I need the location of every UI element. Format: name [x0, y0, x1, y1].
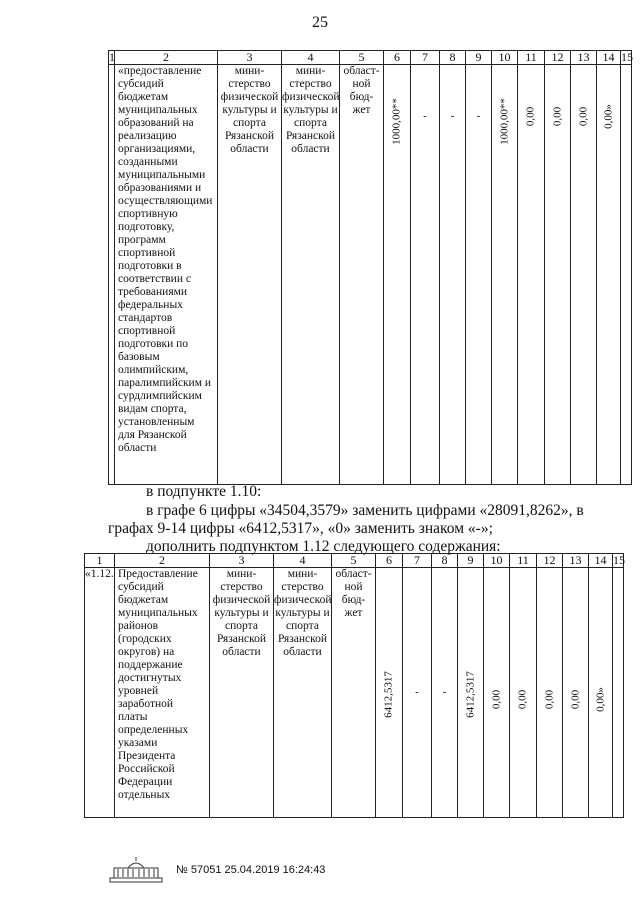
cell-col9 — [458, 568, 484, 818]
text-line: установленным — [118, 416, 195, 428]
paragraph-line: дополнить подпунктом 1.12 следующего содержания: — [146, 538, 501, 555]
coexecutor-text — [282, 65, 339, 156]
text-line: подготовки в — [118, 260, 182, 272]
cell-executor — [210, 568, 274, 818]
value-col8: - — [442, 686, 447, 698]
header-cell: 6 — [384, 51, 411, 65]
header-cell: 4 — [282, 51, 340, 65]
header-cell: 11 — [518, 51, 545, 65]
value-col7: - — [415, 686, 419, 698]
cell-col12 — [545, 65, 571, 485]
text-line: Рязанской — [224, 130, 275, 142]
document-stamp — [108, 856, 325, 884]
header-cell: 14 — [597, 51, 621, 65]
text-line: стерство — [289, 78, 332, 90]
text-line: поддержание — [118, 659, 183, 671]
text-line: мини- — [234, 65, 265, 77]
header-cell: 13 — [563, 554, 589, 568]
text-line: Российской — [118, 763, 175, 775]
text-line: Рязанской — [216, 633, 267, 645]
value-col13: 0,00 — [569, 689, 581, 710]
text-line: мини- — [295, 65, 326, 77]
text-line: област- — [335, 568, 372, 580]
header-cell: 9 — [466, 51, 492, 65]
text-line: требованиями — [118, 286, 188, 298]
cell-total — [376, 568, 403, 818]
text-line: физической — [282, 91, 340, 103]
header-cell: 12 — [545, 51, 571, 65]
text-line: для Рязанской — [118, 429, 187, 441]
text-line: Предоставление — [118, 568, 198, 580]
text-line: Президента — [118, 750, 176, 762]
text-line: культуры и — [222, 104, 277, 116]
paragraph-line: в подпункте 1.10: — [146, 483, 262, 500]
cell-total — [384, 65, 411, 485]
value-col11: 0,00 — [524, 106, 537, 127]
text-line: отдельных — [118, 789, 171, 801]
text-line: видам спорта, — [118, 403, 187, 415]
text-line: образований на — [118, 117, 194, 129]
text-line: мини- — [287, 568, 318, 580]
cell-col8 — [440, 65, 466, 485]
header-cell: 2 — [115, 554, 210, 568]
header-cell: 2 — [115, 51, 218, 65]
text-line: жет — [344, 607, 363, 619]
table-row — [85, 568, 624, 818]
header-cell: 15 — [613, 553, 625, 567]
header-cell: 7 — [403, 554, 432, 568]
cell-description — [115, 568, 210, 818]
value-col6: 6412,5317 — [382, 671, 395, 718]
header-cell: 1 — [109, 50, 115, 64]
header-cell: 13 — [571, 51, 597, 65]
header-cell: 15 — [621, 50, 633, 64]
text-line: достигнутых — [118, 672, 182, 684]
text-line: области — [283, 646, 322, 658]
executor-text — [218, 65, 281, 156]
cell-col15 — [613, 568, 624, 818]
text-line: Федерации — [118, 776, 173, 788]
cell-source — [340, 65, 384, 485]
text-line: стерство — [220, 581, 263, 593]
text-line: культуры и — [283, 104, 338, 116]
header-cell: 5 — [340, 51, 384, 65]
text-line: област- — [343, 65, 380, 77]
value-col8: - — [450, 110, 455, 122]
header-cell: 9 — [458, 554, 484, 568]
text-line: заработной — [118, 698, 174, 710]
cell-col7 — [403, 568, 432, 818]
header-cell: 3 — [210, 554, 274, 568]
text-line: осуществляющими — [118, 195, 213, 207]
cell-col13 — [563, 568, 589, 818]
text-line: (городских — [118, 633, 172, 645]
cell-number — [85, 568, 115, 818]
text-line: мини- — [226, 568, 257, 580]
cell-col13 — [571, 65, 597, 485]
header-cell: 11 — [510, 554, 537, 568]
text-line: созданными — [118, 156, 178, 168]
text-line: области — [230, 143, 269, 155]
cell-col8 — [432, 568, 458, 818]
text-line: физической — [220, 91, 279, 103]
header-cell: 8 — [432, 554, 458, 568]
text-line: программ — [118, 234, 166, 246]
header-cell: 6 — [376, 554, 403, 568]
text-line: «предоставление — [118, 65, 202, 77]
header-cell: 7 — [411, 51, 440, 65]
cell-col14 — [597, 65, 621, 485]
value-col9: 6412,5317 — [464, 671, 476, 718]
cell-coexecutor — [282, 65, 340, 485]
text-line: ной — [344, 581, 363, 593]
text-line: спортивной — [118, 325, 176, 337]
cell-description — [115, 65, 218, 485]
text-line: спорта — [225, 620, 258, 632]
value-col12: 0,00 — [551, 106, 563, 127]
text-line: олимпийским, — [118, 364, 189, 376]
text-line: области — [118, 442, 157, 454]
text-line: муниципальных — [118, 607, 198, 619]
cell-coexecutor — [274, 568, 332, 818]
value-col13: 0,00 — [577, 106, 589, 127]
text-line: жет — [352, 104, 371, 116]
text-line: соответствии с — [118, 273, 191, 285]
text-line: спортивную — [118, 208, 178, 220]
header-cell: 8 — [440, 51, 466, 65]
text-line: физической — [274, 594, 332, 606]
value-col10: 0,00 — [490, 689, 502, 710]
cell-col10 — [492, 65, 518, 485]
table-continuation — [108, 50, 632, 485]
value-col10: 1000,00** — [498, 98, 510, 145]
text-line: стандартов — [118, 312, 173, 324]
value-col12: 0,00 — [543, 689, 555, 710]
cell-col10 — [484, 568, 510, 818]
header-cell: 1 — [85, 554, 115, 568]
text-line: сурдлимпийским — [118, 390, 202, 402]
text-line: субсидий — [118, 581, 164, 593]
text-line: определенных — [118, 724, 189, 736]
text-line: районов — [118, 620, 159, 632]
cell-col11 — [518, 65, 545, 485]
header-cell: 10 — [492, 51, 518, 65]
text-line: округов) на — [118, 646, 175, 658]
cell-col15 — [621, 65, 632, 485]
value-col11: 0,00 — [516, 689, 529, 710]
text-line: бюд- — [349, 91, 374, 103]
text-line: области — [222, 646, 261, 658]
cell-col11 — [510, 568, 537, 818]
text-line: спортивной — [118, 247, 176, 259]
value-col6: 1000,00** — [390, 98, 403, 145]
item-number: «1.12. — [85, 568, 114, 580]
text-line: подготовки по — [118, 338, 189, 350]
text-line: реализацию — [118, 130, 177, 142]
text-line: спорта — [233, 117, 266, 129]
coexecutor-text — [274, 568, 331, 659]
header-cell: 10 — [484, 554, 510, 568]
cell-col9 — [466, 65, 492, 485]
text-line: бюджетам — [118, 91, 169, 103]
text-line: спорта — [286, 620, 319, 632]
text-line: муниципальными — [118, 169, 206, 181]
text-line: ной — [352, 78, 371, 90]
table-header-row — [85, 554, 624, 568]
text-line: физической — [212, 594, 271, 606]
value-col14: 0,00» — [594, 687, 606, 712]
text-line: бюд- — [341, 594, 366, 606]
cell-col12 — [537, 568, 563, 818]
cell-col14 — [589, 568, 613, 818]
text-line: субсидий — [118, 78, 164, 90]
text-line: области — [291, 143, 330, 155]
text-line: бюджетам — [118, 594, 169, 606]
description-text — [118, 65, 217, 455]
text-line: образованиями и — [118, 182, 202, 194]
text-line: базовым — [118, 351, 160, 363]
text-line: паралимпийским и — [118, 377, 211, 389]
cell-col7 — [411, 65, 440, 485]
header-cell: 12 — [537, 554, 563, 568]
value-col7: - — [423, 110, 427, 122]
value-col9: - — [476, 110, 481, 122]
stamp-text: № 57051 25.04.2019 16:24:43 — [176, 864, 326, 876]
text-line: муниципальных — [118, 104, 198, 116]
table-header-row — [109, 51, 632, 65]
text-line: федеральных — [118, 299, 183, 311]
header-cell: 3 — [218, 51, 282, 65]
header-cell: 5 — [332, 554, 376, 568]
text-line: подготовку, — [118, 221, 175, 233]
text-line: стерство — [281, 581, 324, 593]
header-cell: 4 — [274, 554, 332, 568]
header-cell: 14 — [589, 554, 613, 568]
paragraph-line: графах 9-14 цифры «6412,5317», «0» заменить знаком «-»; — [108, 520, 493, 537]
text-line: Рязанской — [277, 633, 328, 645]
text-line: уровней — [118, 685, 159, 697]
executor-text — [210, 568, 273, 659]
page-number: 25 — [312, 14, 328, 31]
paragraph-line: в графе 6 цифры «34504,3579» заменить цифрами «28091,8262», в — [146, 502, 584, 519]
text-line: указами — [118, 737, 158, 749]
text-line: стерство — [228, 78, 271, 90]
cell-executor — [218, 65, 282, 485]
text-line: спорта — [294, 117, 327, 129]
text-line: культуры и — [275, 607, 330, 619]
text-line: платы — [118, 711, 148, 723]
table-row — [109, 65, 632, 485]
text-line: Рязанской — [285, 130, 336, 142]
table-new-subitem — [84, 553, 624, 818]
source-text — [340, 65, 383, 117]
cell-source — [332, 568, 376, 818]
source-text — [332, 568, 375, 620]
government-building-icon — [108, 856, 164, 884]
description-text — [118, 568, 209, 802]
text-line: культуры и — [214, 607, 269, 619]
text-line: организациями, — [118, 143, 196, 155]
value-col14: 0,00» — [602, 104, 614, 129]
